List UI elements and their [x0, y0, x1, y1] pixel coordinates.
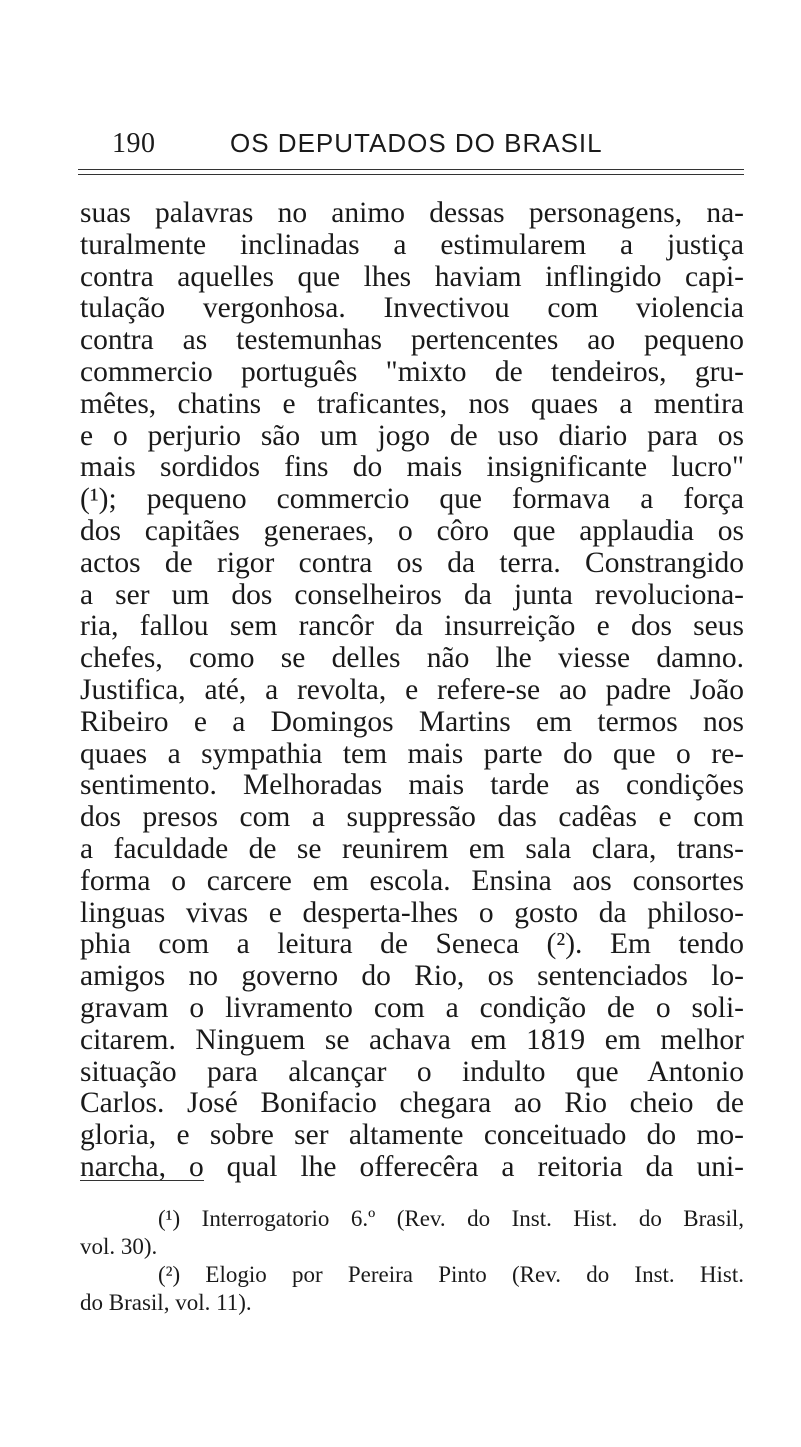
text-line: Carlos. José Bonifacio chegara ao Rio cheio de [80, 1088, 744, 1120]
text-line: mais sordidos fins do mais insignificante lucro" [80, 452, 744, 484]
text-line: suas palavras no animo dessas personagens, na- [80, 198, 744, 229]
text-line: mêtes, chatins e traficantes, nos quaes a mentira [80, 388, 744, 420]
header-double-rule [78, 169, 744, 175]
text-line: tulação vergonhosa. Invectivou com violencia [80, 293, 744, 325]
text-line: (¹); pequeno commercio que formava a força [80, 484, 744, 516]
text-line: gloria, e sobre ser altamente conceituado do mo- [80, 1120, 744, 1152]
text-line: contra as testemunhas pertencentes ao pequeno [80, 325, 744, 357]
text-line: a faculdade de se reunirem em sala clara, trans- [80, 833, 744, 865]
page-number: 190 [112, 128, 156, 159]
footnote-2: (²) Elogio por Pereira Pinto (Rev. do Inst. Hist. [158, 1262, 744, 1287]
text-line: dos capitães generaes, o côro que applaudia os [80, 515, 744, 547]
text-line: forma o carcere em escola. Ensina aos consortes [80, 865, 744, 897]
running-title: OS DEPUTADOS DO BRASIL [230, 128, 603, 158]
text-line: e o perjurio são um jogo de uso diario para os [80, 420, 744, 452]
text-line: contra aquelles que lhes haviam inflingido capi- [80, 261, 744, 293]
footnotes [80, 1205, 744, 1317]
footnote-2-continuation: do Brasil, vol. 11). [80, 1290, 252, 1315]
text-line: gravam o livramento com a condição de o soli- [80, 992, 744, 1024]
footnote-rule [80, 1180, 204, 1181]
text-line: Ribeiro e a Domingos Martins em termos nos [80, 706, 744, 738]
text-line: amigos no governo do Rio, os sentenciados lo- [80, 961, 744, 993]
text-line: sentimento. Melhoradas mais tarde as condições [80, 770, 744, 802]
footnote-1-continuation: vol. 30). [80, 1234, 158, 1259]
text-line: ria, fallou sem rancôr da insurreição e dos seus [80, 611, 744, 643]
text-line: turalmente inclinadas a estimularem a justiça [80, 229, 744, 261]
text-line: narcha, o qual lhe offerecêra a reitoria da uni- [80, 1151, 744, 1183]
footnote-1: (¹) Interrogatorio 6.º (Rev. do Inst. Hist. do Brasil, [158, 1206, 744, 1231]
text-line: a ser um dos conselheiros da junta revoluciona- [80, 579, 744, 611]
text-line: phia com a leitura de Seneca (²). Em tendo [80, 929, 744, 961]
text-line: chefes, como se delles não lhe viesse damno. [80, 643, 744, 675]
text-line: linguas vivas e desperta-lhes o gosto da philoso- [80, 897, 744, 929]
text-line: quaes a sympathia tem mais parte do que o re- [80, 738, 744, 770]
text-line: Justifica, até, a revolta, e refere-se ao padre João [80, 674, 744, 706]
text-line: citarem. Ninguem se achava em 1819 em melhor [80, 1024, 744, 1056]
running-head [106, 128, 746, 168]
text-line: commercio português "mixto de tendeiros, gru- [80, 356, 744, 388]
text-line: situação para alcançar o indulto que Antonio [80, 1056, 744, 1088]
body-text [80, 198, 744, 1184]
text-line: dos presos com a suppressão das cadêas e com [80, 802, 744, 834]
text-line: actos de rigor contra os da terra. Constrangido [80, 547, 744, 579]
